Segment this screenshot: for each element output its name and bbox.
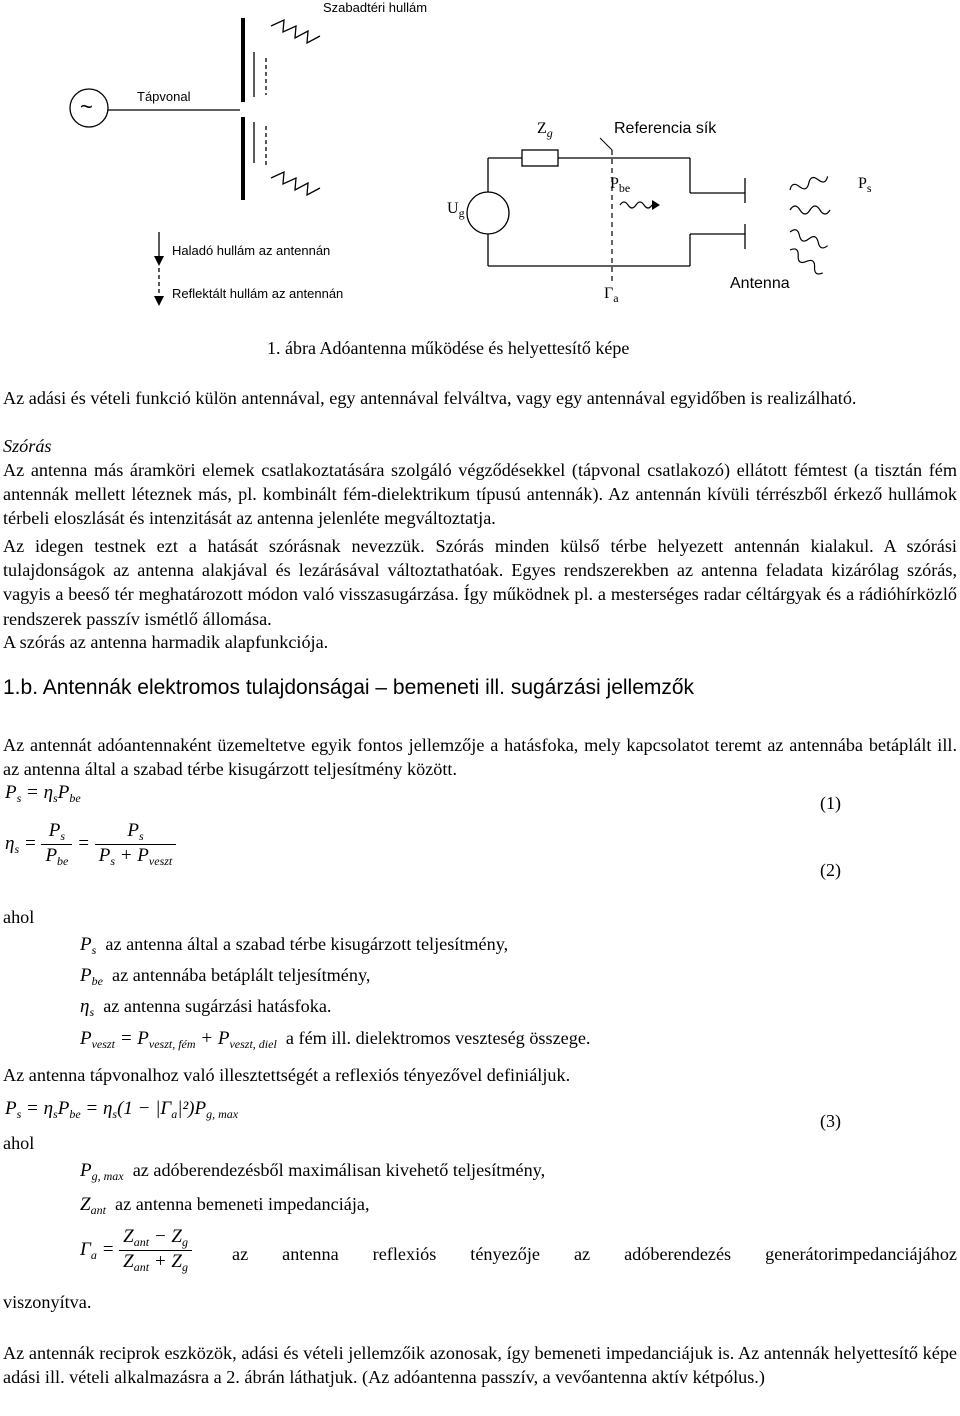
equation-3-number: (3) bbox=[820, 1111, 841, 1131]
free-space-wave-label: Szabadtéri hullám bbox=[323, 0, 428, 15]
def-pbe: $P_{be}$ az antennába betáplált teljesítmény, bbox=[80, 965, 371, 988]
gamma-formula: $\Gamma_a$ = $\frac{Z_{ant} - Z_g}{Z_{ant} + Z_g}$ bbox=[80, 1226, 192, 1275]
legend-reflected-label: Reflektált hullám az antennán bbox=[172, 286, 344, 301]
equation-1: $P_s = \eta_sP_{be}$ bbox=[5, 782, 81, 805]
legend-forward-arrow bbox=[154, 256, 164, 266]
equation-2-number: (2) bbox=[820, 860, 841, 880]
equation-3: $P_s = \eta_sP_{be} = \eta_s(1 - |\Gamma_a|^2)P_{g, max}$ bbox=[5, 1098, 239, 1121]
ps-wave-2 bbox=[790, 206, 830, 214]
ahol-1: ahol bbox=[3, 907, 35, 927]
free-space-wave-bottom bbox=[271, 172, 320, 195]
free-space-wave-top bbox=[271, 20, 320, 43]
equation-2: $\eta_s$ = $\frac{P_s}{P_{be}}$ = $\frac{P_s}{P_s + P_{veszt}}$ bbox=[5, 820, 176, 869]
paragraph-6: Az antenna tápvonalhoz való illesztettségét a reflexiós tényezővel definiáljuk. bbox=[3, 1065, 571, 1085]
def-ps: $P_s$ az antenna által a szabad térbe kisugárzott teljesítmény, bbox=[80, 934, 509, 957]
paragraph-2: Az antenna más áramköri elemek csatlakoztatására szolgáló végződésekkel (tápvonal csatlakozó) ellátott fémtest (a tisztán fém antennák mellett léteznek más, pl. kombinált fém-dielektrikum típusú antennák). Az antennán kívüli térrészből érkező hullámok térbeli eloszlását és intenzitását az antenna jelenléte megváltoztatja. bbox=[3, 460, 957, 529]
def-gamma: az antenna reflexiós tényezője az adóberendezés generátorimpedanciájához bbox=[232, 1244, 957, 1264]
zg-label: $Z_g$ bbox=[537, 120, 553, 140]
ps-wave-1 bbox=[789, 173, 829, 194]
figure-caption: 1. ábra Adóantenna működése és helyettesítő képe bbox=[267, 338, 630, 358]
antenna-label: Antenna bbox=[730, 275, 790, 292]
ps-label: $P_s$ bbox=[858, 175, 872, 195]
def-zant: $Z_{ant}$ az antenna bemeneti impedanciája, bbox=[80, 1194, 370, 1217]
reference-plane-pointer bbox=[600, 138, 612, 150]
paragraph-7: Az antennák reciprok eszközök, adási és vételi jellemzőik azonosak, így bemeneti impedanciájuk is. Az antennák helyettesítő képe adási ill. vételi alkalmazásra a 2. ábrán láthatjuk. (Az adóantenna passzív, a vevőantenna aktív kétpólus.) bbox=[3, 1343, 957, 1388]
figure-1 bbox=[0, 0, 960, 330]
pbe-label: $P_{be}$ bbox=[610, 175, 631, 195]
feedline-label: Tápvonal bbox=[137, 89, 191, 104]
paragraph-5: Az antennát adóantennaként üzemeltetve egyik fontos jellemzője a hatásfoka, mely kapcsolatot teremt az antennába betáplált ill. az antenna által a szabad térbe kisugárzott teljesítmény között. bbox=[3, 735, 957, 780]
ug-source-circle bbox=[467, 192, 509, 234]
viszonyitva: viszonyítva. bbox=[3, 1292, 92, 1312]
subheading-szoras: Szórás bbox=[3, 436, 52, 456]
pbe-arrow bbox=[652, 200, 660, 210]
reference-plane-label: Referencia sík bbox=[614, 120, 717, 137]
def-pveszt: $P_{veszt} = P_{veszt, fém} + P_{veszt, diel}$ a fém ill. dielektromos veszteség összege. bbox=[80, 1028, 591, 1051]
pbe-wave bbox=[620, 202, 652, 208]
def-pgmax: $P_{g, max}$ az adóberendezésből maximálisan kivehető teljesítmény, bbox=[80, 1160, 546, 1183]
impedance-zg-box bbox=[522, 150, 558, 166]
paragraph-3: Az idegen testnek ezt a hatását szórásnak nevezzük. Szórás minden külső térbe helyezett antennán kialakul. A szórási tulajdonságok az antenna alakjával és lezárásával változtathatóak. Egyes rendszerekben az antenna feladata kizárólag szórás, vagyis a beeső tér meghatározott módon való visszasugárzása. Így működnek pl. a mesterséges radar céltárgyak és a rádióhírközlő rendszerek passzív ismétlő állomása. bbox=[3, 536, 957, 629]
legend-reflected-arrow bbox=[154, 296, 164, 306]
ps-wave-3 bbox=[789, 228, 829, 249]
gamma-label: $\Gamma_a$ bbox=[604, 285, 619, 305]
ug-label: $U_g$ bbox=[447, 200, 465, 220]
paragraph-1: Az adási és vételi funkció külön antennával, egy antennával felváltva, vagy egy antennával egyidőben is realizálható. bbox=[3, 388, 857, 408]
def-eta: $\eta_s$ az antenna sugárzási hatásfoka. bbox=[80, 996, 332, 1019]
ps-wave-4 bbox=[788, 247, 825, 276]
paragraph-4: A szórás az antenna harmadik alapfunkciója. bbox=[3, 632, 329, 652]
equation-1-number: (1) bbox=[820, 793, 841, 813]
ahol-2: ahol bbox=[3, 1133, 35, 1153]
section-heading: 1.b. Antennák elektromos tulajdonságai – bemeneti ill. sugárzási jellemzők bbox=[3, 676, 695, 699]
source-symbol: ~ bbox=[80, 94, 93, 119]
legend-forward-label: Haladó hullám az antennán bbox=[172, 243, 331, 258]
